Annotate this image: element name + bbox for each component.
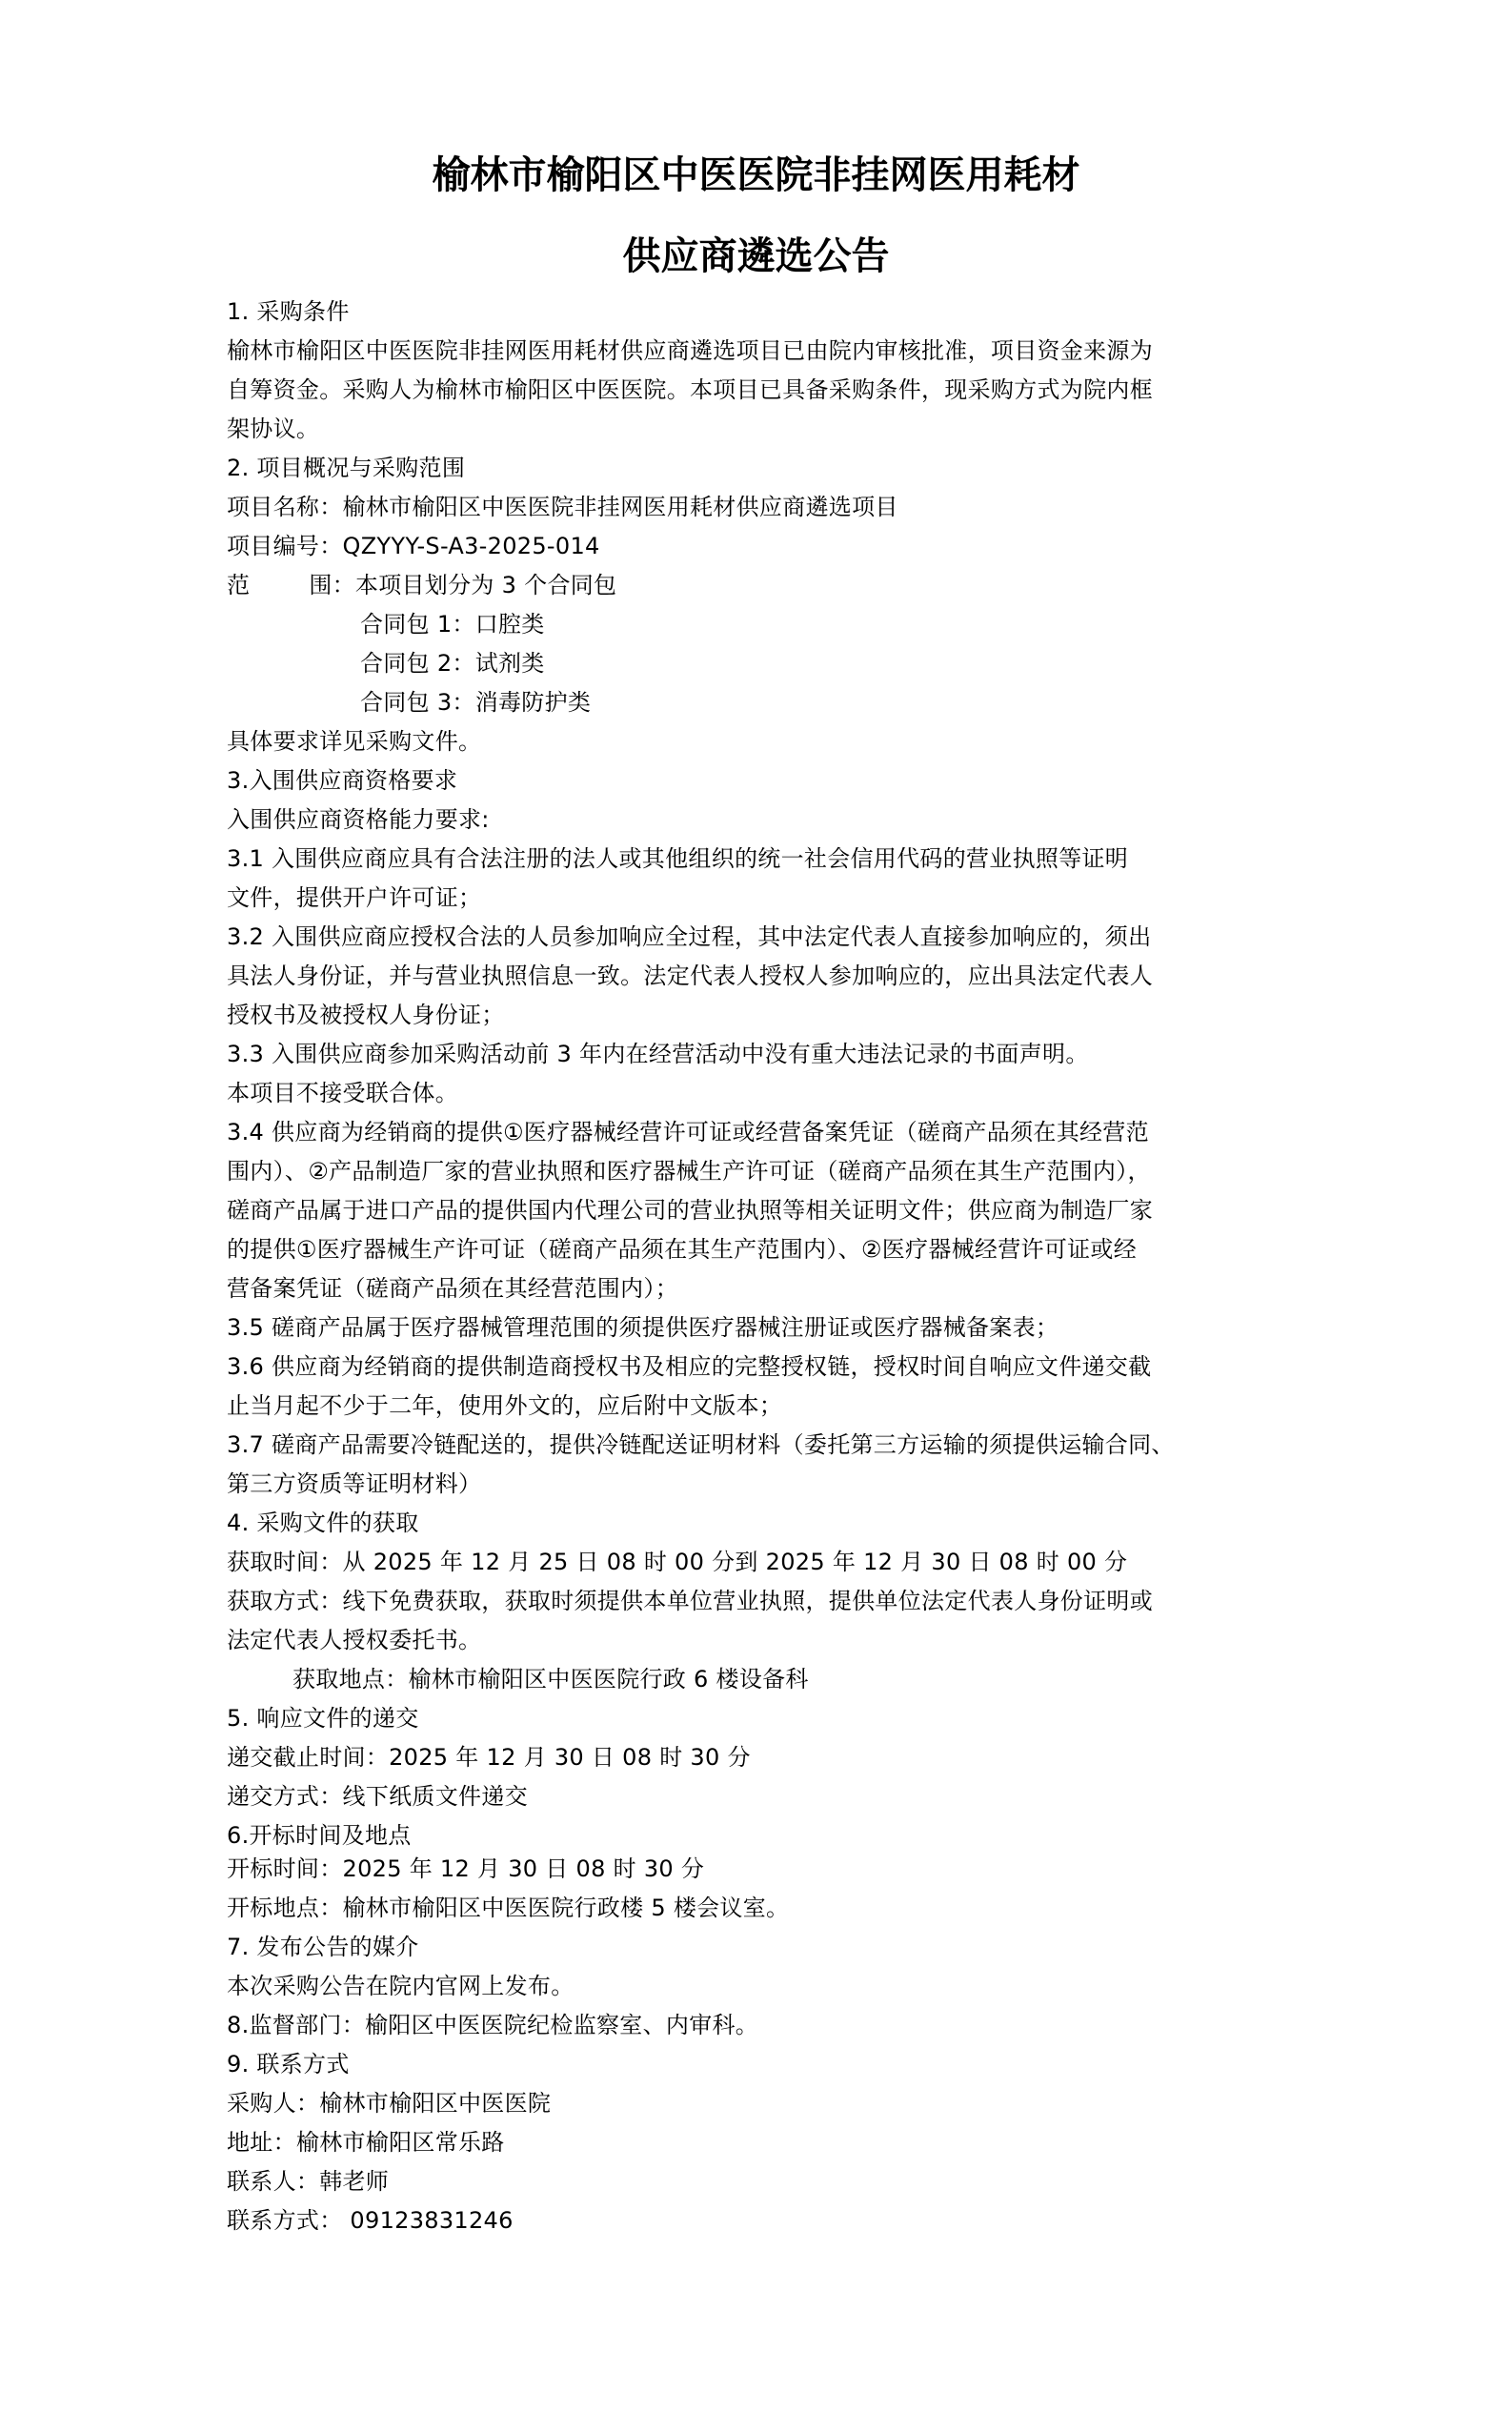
project-code: 项目编号：QZYYY-S-A3-2025-014 — [227, 533, 600, 559]
opening-time: 开标时间：2025 年 12 月 30 日 08 时 30 分 — [227, 1855, 705, 1882]
section3-line: 具法人身份证，并与营业执照信息一致。法定代表人授权人参加响应的，应出具法定代表人 — [227, 963, 1153, 989]
section1-line: 架协议。 — [227, 416, 320, 442]
section3-line: 文件，提供开户许可证； — [227, 884, 482, 911]
section4-heading: 4. 采购文件的获取 — [227, 1510, 419, 1536]
acquisition-method: 法定代表人授权委托书。 — [227, 1627, 482, 1653]
section2-note: 具体要求详见采购文件。 — [227, 728, 482, 755]
section5-heading: 5. 响应文件的递交 — [227, 1705, 419, 1732]
section3-line: 营备案凭证（磋商产品须在其经营范围内）； — [227, 1275, 678, 1302]
section7-heading: 7. 发布公告的媒介 — [227, 1934, 419, 1960]
section3-line: 止当月起不少于二年，使用外文的，应后附中文版本； — [227, 1392, 783, 1419]
section3-line: 第三方资质等证明材料） — [227, 1470, 482, 1497]
section3-line: 3.5 磋商产品属于医疗器械管理范围的须提供医疗器械注册证或医疗器械备案表； — [227, 1314, 1059, 1341]
scope-label-b: 围：本项目划分为 3 个合同包 — [309, 572, 617, 598]
submission-deadline: 递交截止时间：2025 年 12 月 30 日 08 时 30 分 — [227, 1744, 751, 1771]
scope-line — [227, 571, 616, 599]
address: 地址：榆林市榆阳区常乐路 — [227, 2129, 505, 2156]
section3-intro: 入围供应商资格能力要求: — [227, 806, 490, 833]
title-line-2: 供应商遴选公告 — [622, 233, 890, 278]
section3-line: 围内）、②产品制造厂家的营业执照和医疗器械生产许可证（磋商产品须在其生产范围内）， — [227, 1158, 1151, 1185]
section3-line: 的提供①医疗器械生产许可证（磋商产品须在其生产范围内）、②医疗器械经营许可证或经 — [227, 1236, 1138, 1263]
contact-phone: 联系方式： 09123831246 — [227, 2207, 514, 2234]
project-name: 项目名称：榆林市榆阳区中医医院非挂网医用耗材供应商遴选项目 — [227, 494, 898, 520]
acquisition-location: 获取地点：榆林市榆阳区中医医院行政 6 楼设备科 — [292, 1666, 809, 1692]
section6-heading: 6.开标时间及地点 — [227, 1822, 412, 1849]
section3-line: 3.4 供应商为经销商的提供①医疗器械经营许可证或经营备案凭证（磋商产品须在其经营范 — [227, 1119, 1149, 1145]
scope-label-a: 范 — [227, 572, 251, 598]
section3-line: 磋商产品属于进口产品的提供国内代理公司的营业执照等相关证明文件；供应商为制造厂家 — [227, 1197, 1153, 1224]
contact-person: 联系人：韩老师 — [227, 2168, 390, 2195]
acquisition-method: 获取方式：线下免费获取，获取时须提供本单位营业执照，提供单位法定代表人身份证明或 — [227, 1588, 1153, 1614]
section1-line: 自筹资金。采购人为榆林市榆阳区中医医院。本项目已具备采购条件，现采购方式为院内框 — [227, 376, 1153, 403]
opening-location: 开标地点：榆林市榆阳区中医医院行政楼 5 楼会议室。 — [227, 1895, 790, 1921]
package-item: 合同包 1：口腔类 — [360, 611, 545, 638]
publication-media: 本次采购公告在院内官网上发布。 — [227, 1973, 575, 1999]
section1-heading: 1. 采购条件 — [227, 298, 350, 325]
section3-line: 本项目不接受联合体。 — [227, 1080, 458, 1106]
section3-line: 3.6 供应商为经销商的提供制造商授权书及相应的完整授权链，授权时间自响应文件递交截 — [227, 1353, 1152, 1380]
title-line-1: 榆林市榆阳区中医医院非挂网医用耗材 — [432, 152, 1080, 197]
purchaser: 采购人：榆林市榆阳区中医医院 — [227, 2090, 552, 2117]
section9-heading: 9. 联系方式 — [227, 2051, 350, 2078]
section8-heading: 8.监督部门：榆阳区中医医院纪检监察室、内审科。 — [227, 2012, 759, 2038]
submission-method: 递交方式：线下纸质文件递交 — [227, 1783, 528, 1810]
section3-heading: 3.入围供应商资格要求 — [227, 767, 458, 794]
section2-heading: 2. 项目概况与采购范围 — [227, 455, 466, 481]
section1-line: 榆林市榆阳区中医医院非挂网医用耗材供应商遴选项目已由院内审核批准，项目资金来源为 — [227, 337, 1153, 364]
acquisition-time: 获取时间：从 2025 年 12 月 25 日 08 时 00 分到 2025 年 12 月 30 日 08 时 00 分 — [227, 1549, 1128, 1575]
package-item: 合同包 2：试剂类 — [360, 650, 545, 677]
section3-line: 授权书及被授权人身份证； — [227, 1002, 505, 1028]
section3-line: 3.2 入围供应商应授权合法的人员参加响应全过程，其中法定代表人直接参加响应的，须出 — [227, 923, 1152, 950]
section3-line: 3.3 入围供应商参加采购活动前 3 年内在经营活动中没有重大违法记录的书面声明。 — [227, 1041, 1089, 1067]
package-item: 合同包 3：消毒防护类 — [360, 689, 592, 716]
section3-line: 3.7 磋商产品需要冷链配送的，提供冷链配送证明材料（委托第三方运输的须提供运输合同、 — [227, 1431, 1175, 1458]
section3-line: 3.1 入围供应商应具有合法注册的法人或其他组织的统一社会信用代码的营业执照等证明 — [227, 845, 1129, 872]
